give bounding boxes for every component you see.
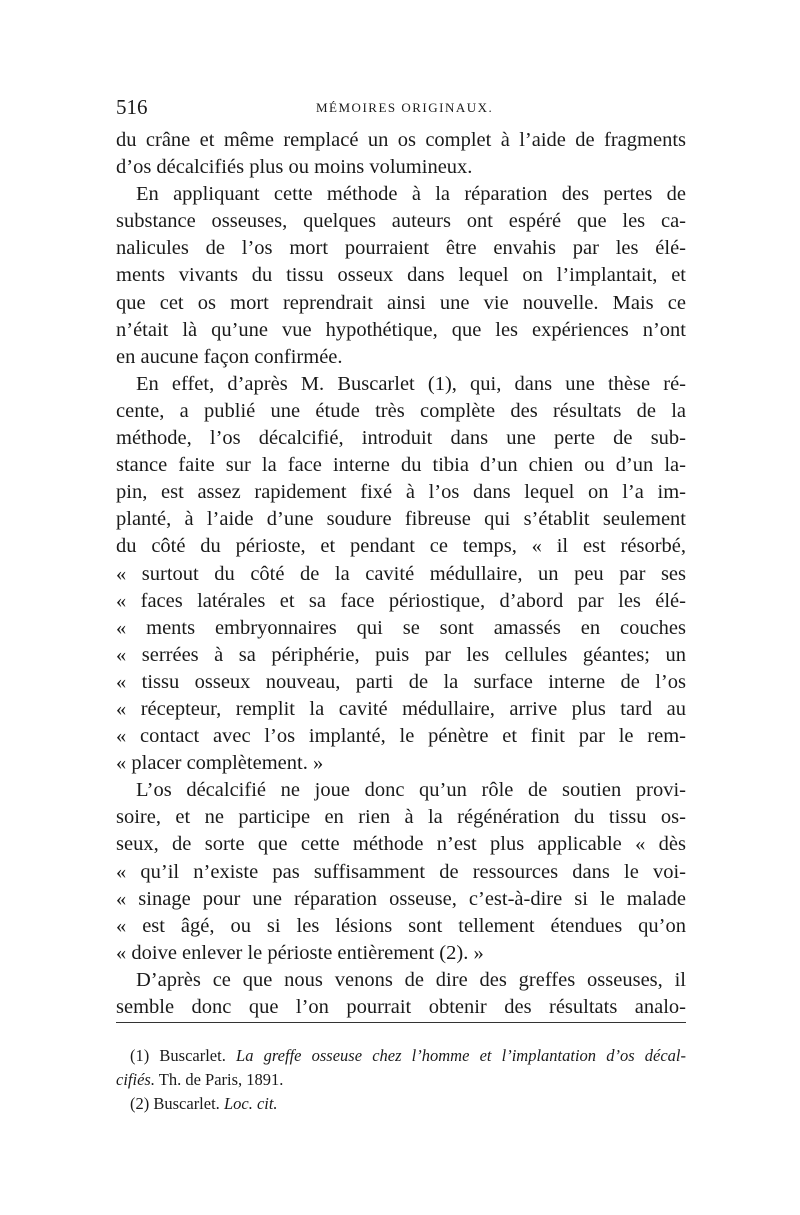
text-line: du crâne et même remplacé un os complet à l’aide de fragments [116,129,686,151]
text-line: substance osseuses, quelques auteurs ont espéré que les ca- [116,210,686,233]
text-line: ments vivants du tissu osseux dans lequel on l’implantait, et [116,264,686,287]
text-line: « qu’il n’existe pas suffisamment de ressources dans le voi- [116,860,686,883]
text-line: En appliquant cette méthode à la réparation des pertes de [136,183,686,206]
text-line: méthode, l’os décalcifié, introduit dans une perte de sub- [116,427,686,450]
page-header [116,95,686,125]
footnote-2 [116,1092,686,1116]
footnotes [116,1044,686,1116]
footnote-rule [116,1022,686,1023]
text-line: « placer complètement. » [116,752,324,775]
text-line: « sinage pour une réparation osseuse, c’est-à-dire si le malade [116,887,686,910]
text-line: « faces latérales et sa face périostique, d’abord par les élé- [116,589,686,612]
text-line: en aucune façon confirmée. [116,345,343,368]
footnote-1-source: Th. de Paris, 1891. [158,1070,284,1089]
text-line: « serrées à sa périphérie, puis par les cellules géantes; un [116,643,686,666]
footnote-1-continued [116,1068,686,1092]
text-line: semble donc que l’on pourrait obtenir des résultats analo- [116,996,686,1018]
text-line: « récepteur, remplit la cavité médullaire, arrive plus tard au [116,697,686,720]
footnote-1 [116,1044,686,1068]
text-line: du côté du périoste, et pendant ce temps, « il est résorbé, [116,535,686,558]
text-line: seux, de sorte que cette méthode n’est plus applicable « dès [116,833,686,856]
footnote-1-title: La greffe osseuse chez l’homme et l’implantation d’os décal- [236,1046,687,1065]
text-line: planté, à l’aide d’une soudure fibreuse qui s’établit seulement [116,508,686,531]
text-line: « doive enlever le périoste entièrement (2). » [116,941,484,964]
text-line: « contact avec l’os implanté, le pénètre et finit par le rem- [116,725,686,748]
body-text [116,127,686,1021]
text-line: « surtout du côté de la cavité médullaire, un peu par ses [116,562,686,585]
text-line: stance faite sur la face interne du tibia d’un chien ou d’un la- [116,454,686,477]
text-line: « est âgé, ou si les lésions sont tellement étendues qu’on [116,914,686,937]
text-line: que cet os mort reprendrait ainsi une vie nouvelle. Mais ce [116,291,686,314]
text-line: nalicules de l’os mort pourraient être envahis par les élé- [116,237,686,260]
text-line: d’os décalcifiés plus ou moins volumineux. [116,156,473,179]
text-line: D’après ce que nous venons de dire des greffes osseuses, il [136,968,686,991]
text-line: pin, est assez rapidement fixé à l’os dans lequel on l’a im- [116,481,686,504]
footnote-2-marker: (2) Buscarlet. [130,1094,220,1113]
text-line: En effet, d’après M. Buscarlet (1), qui, dans une thèse ré- [136,372,686,395]
text-line: soire, et ne participe en rien à la régénération du tissu os- [116,806,686,829]
text-line: L’os décalcifié ne joue donc qu’un rôle de soutien provi- [136,779,686,802]
footnote-2-ref: Loc. cit. [223,1094,278,1113]
text-line: « tissu osseux nouveau, parti de la surface interne de l’os [116,670,686,693]
text-line: cente, a publié une étude très complète des résultats de la [116,399,686,422]
footnote-1-title-end: cifiés. [116,1070,155,1089]
page-number: 516 [116,95,148,119]
footnote-1-marker: (1) Buscarlet. [130,1046,226,1065]
text-line: n’était là qu’une vue hypothétique, que les expériences n’ont [116,318,686,341]
text-line: « ments embryonnaires qui se sont amassés en couches [116,616,686,639]
running-head: MÉMOIRES ORIGINAUX. [316,100,494,115]
